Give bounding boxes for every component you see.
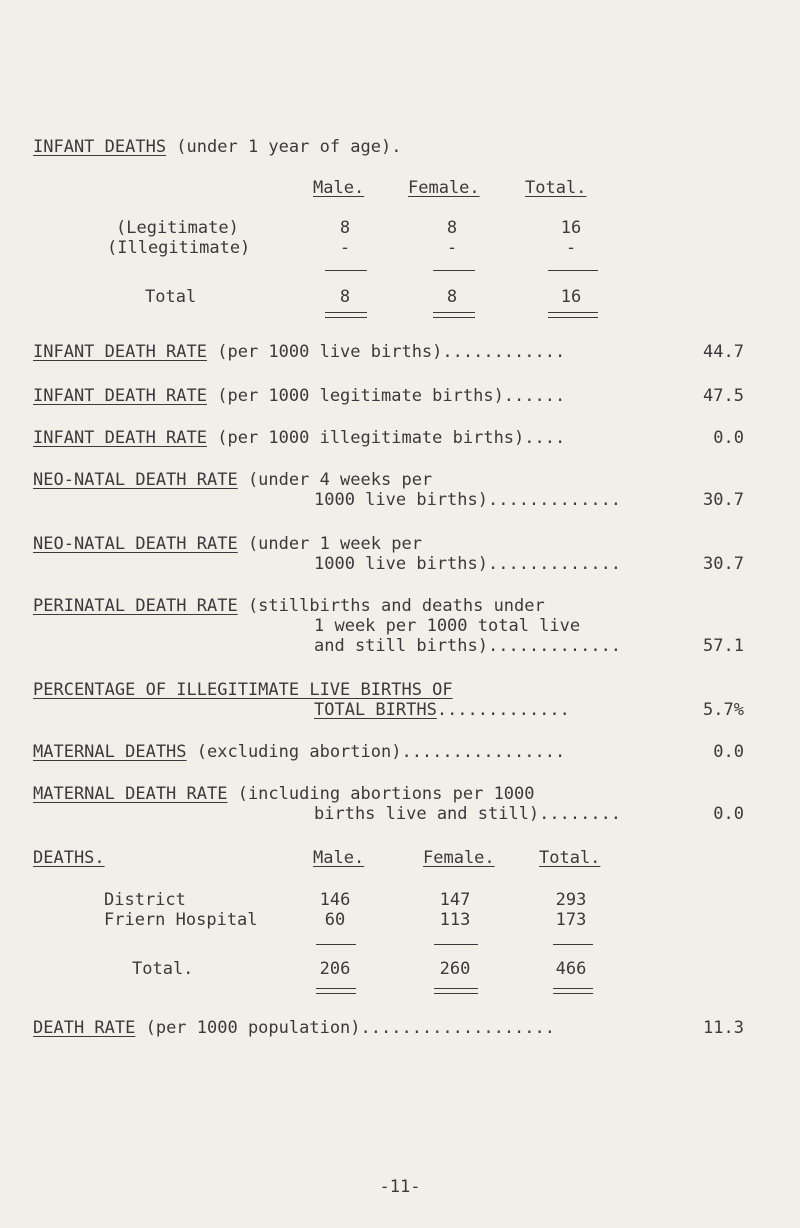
rate-text-line2: 1000 live births).............	[314, 490, 622, 510]
rate-title: NEO-NATAL DEATH RATE	[33, 470, 238, 490]
rate-text-line2: 1000 live births).............	[314, 554, 622, 574]
rate-title-line2: TOTAL BIRTHS	[314, 700, 437, 720]
infant-row-legit-total: 16	[560, 218, 582, 238]
rate-value: 0.0	[713, 804, 744, 824]
rate-neonatal-4wk	[33, 470, 432, 490]
rate-value: 30.7	[703, 490, 744, 510]
rate-illegit-percentage-title: PERCENTAGE OF ILLEGITIMATE LIVE BIRTHS OF	[33, 680, 453, 700]
deaths-total-rule-male-1	[316, 988, 356, 989]
infant-row-illegit-total: -	[565, 238, 577, 258]
rate-title: INFANT DEATH RATE	[33, 428, 207, 448]
rate-text-line3: and still births).............	[314, 636, 622, 656]
infant-total-rule-female-2	[433, 317, 475, 318]
infant-total-male: 8	[339, 287, 351, 307]
rate-title: PERINATAL DEATH RATE	[33, 596, 238, 616]
infant-total-label: Total	[145, 287, 197, 307]
deaths-row-friern-total: 173	[555, 910, 587, 930]
deaths-sum-rule-male	[316, 944, 356, 945]
rate-text: (per 1000 illegitimate births)....	[207, 428, 566, 448]
rate-text: (excluding abortion)................	[186, 742, 566, 762]
deaths-total-rule-female-1	[434, 988, 478, 989]
rate-value: 47.5	[703, 386, 744, 406]
rate-infant-legit	[33, 386, 565, 406]
deaths-total-total: 466	[555, 959, 587, 979]
rate-leader-dots: .............	[436, 700, 570, 720]
deaths-row-district-male: 146	[319, 890, 351, 910]
deaths-sum-rule-female	[434, 944, 478, 945]
deaths-total-male: 206	[319, 959, 351, 979]
death-rate-title: DEATH RATE	[33, 1018, 136, 1038]
infant-total-rule-total-2	[548, 317, 598, 318]
rate-title: INFANT DEATH RATE	[33, 386, 207, 406]
rate-value: 5.7%	[703, 700, 744, 720]
deaths-total-female: 260	[439, 959, 471, 979]
deaths-total-rule-male-2	[316, 993, 356, 994]
infant-row-legit-male: 8	[339, 218, 351, 238]
rate-title: MATERNAL DEATHS	[33, 742, 187, 762]
rate-title: NEO-NATAL DEATH RATE	[33, 534, 238, 554]
death-rate-value: 11.3	[703, 1018, 744, 1038]
page-number: -11-	[379, 1177, 421, 1197]
infant-col-male: Male.	[313, 178, 365, 198]
rate-maternal-deaths	[33, 742, 565, 762]
infant-sum-rule-male	[325, 270, 367, 271]
rate-infant-illegit	[33, 428, 565, 448]
deaths-total-rule-total-1	[553, 988, 593, 989]
deaths-col-female: Female.	[423, 848, 495, 868]
deaths-col-male: Male.	[313, 848, 365, 868]
deaths-row-district-female: 147	[439, 890, 471, 910]
infant-total-female: 8	[446, 287, 458, 307]
rate-title: INFANT DEATH RATE	[33, 342, 207, 362]
death-rate-line	[33, 1018, 555, 1038]
rate-text: (including abortions per 1000	[227, 784, 535, 804]
rate-text: (per 1000 legitimate births)......	[207, 386, 566, 406]
infant-row-illegit-male: -	[339, 238, 351, 258]
infant-total-rule-male-1	[325, 312, 367, 313]
infant-col-total: Total.	[525, 178, 587, 198]
rate-text: (per 1000 live births)............	[207, 342, 566, 362]
rate-text: (under 4 weeks per	[237, 470, 433, 490]
infant-total-rule-total-1	[548, 312, 598, 313]
deaths-total-label: Total.	[132, 959, 194, 979]
rate-text: (under 1 week per	[237, 534, 422, 554]
infant-total-rule-male-2	[325, 317, 367, 318]
infant-deaths-heading	[33, 137, 401, 157]
infant-sum-rule-female	[433, 270, 475, 271]
deaths-row-friern-male: 60	[324, 910, 346, 930]
rate-maternal-death-rate	[33, 784, 535, 804]
rate-value: 0.0	[713, 428, 744, 448]
deaths-row-friern-label: Friern Hospital	[104, 910, 258, 930]
rate-illegit-percentage-line2	[314, 700, 570, 720]
infant-sum-rule-total	[548, 270, 598, 271]
infant-col-female: Female.	[408, 178, 480, 198]
infant-row-illegit-female: -	[446, 238, 458, 258]
rate-value: 44.7	[703, 342, 744, 362]
infant-total-rule-female-1	[433, 312, 475, 313]
rate-infant-live	[33, 342, 565, 362]
infant-row-legit-female: 8	[446, 218, 458, 238]
rate-value: 30.7	[703, 554, 744, 574]
rate-value: 0.0	[713, 742, 744, 762]
deaths-sum-rule-total	[553, 944, 593, 945]
deaths-row-friern-female: 113	[439, 910, 471, 930]
infant-deaths-title: INFANT DEATHS	[33, 137, 167, 157]
rate-text: (stillbirths and deaths under	[237, 596, 545, 616]
infant-row-illegit-label: (Illegitimate)	[107, 238, 251, 258]
rate-text-line2: 1 week per 1000 total live	[314, 616, 581, 636]
rate-text-line2: births live and still)........	[314, 804, 622, 824]
rate-perinatal	[33, 596, 545, 616]
deaths-heading: DEATHS.	[33, 848, 105, 868]
infant-total-total: 16	[560, 287, 582, 307]
deaths-total-rule-total-2	[553, 993, 593, 994]
infant-row-legit-label: (Legitimate)	[116, 218, 239, 238]
rate-neonatal-1wk	[33, 534, 422, 554]
deaths-row-district-label: District	[104, 890, 186, 910]
rate-value: 57.1	[703, 636, 744, 656]
deaths-col-total: Total.	[539, 848, 601, 868]
deaths-total-rule-female-2	[434, 993, 478, 994]
deaths-row-district-total: 293	[555, 890, 587, 910]
infant-deaths-subtitle: (under 1 year of age).	[166, 137, 402, 157]
rate-title: MATERNAL DEATH RATE	[33, 784, 228, 804]
death-rate-text: (per 1000 population)...................	[135, 1018, 555, 1038]
